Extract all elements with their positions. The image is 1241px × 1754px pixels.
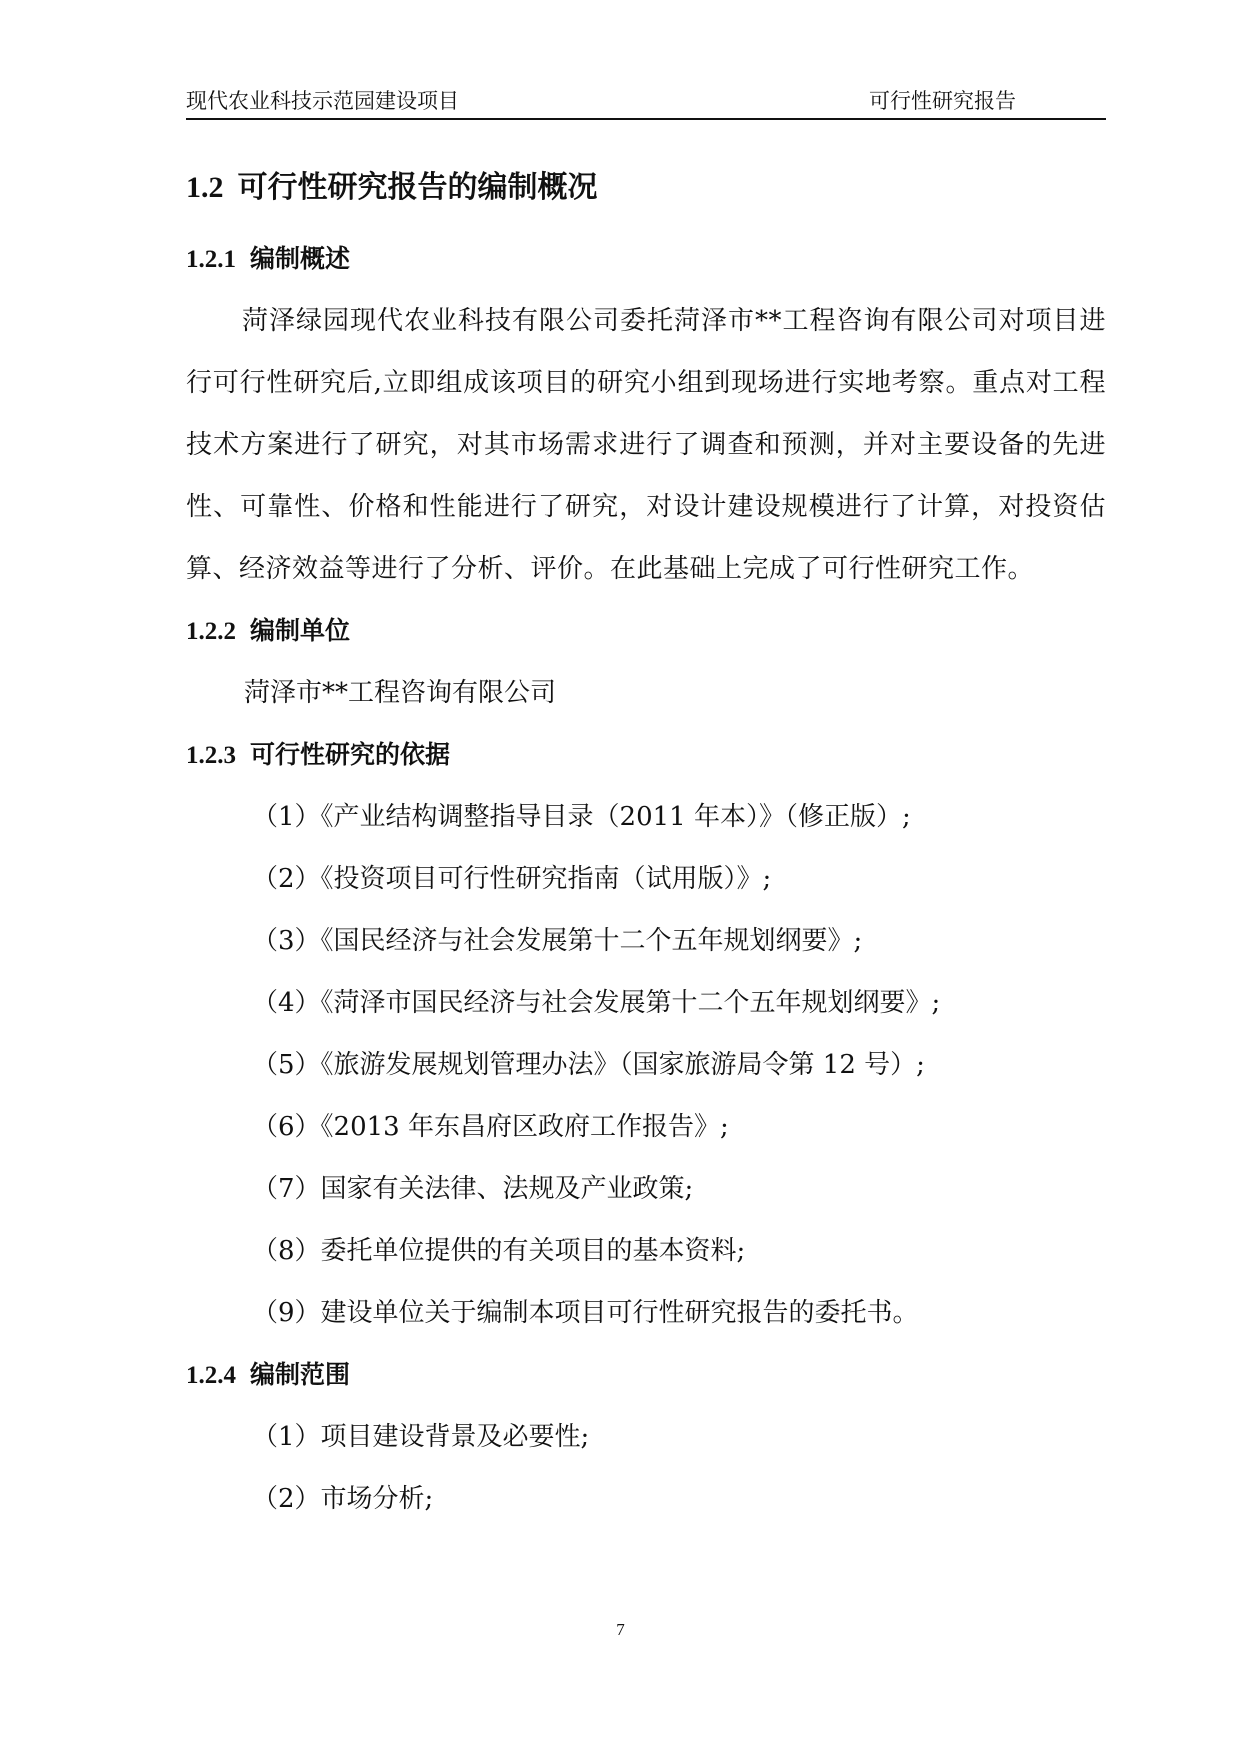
basis-item: （2）《投资项目可行性研究指南（试用版）》; (252, 864, 772, 894)
section-number: 1.2 (186, 171, 224, 204)
subsection-number: 1.2.3 (186, 742, 236, 769)
subsection-heading-basis (186, 724, 1106, 786)
basis-item: （4）《菏泽市国民经济与社会发展第十二个五年规划纲要》; (252, 988, 941, 1018)
scope-item: （2）市场分析; (252, 1484, 434, 1514)
subsection-number: 1.2.1 (186, 246, 236, 273)
basis-item: （3）《国民经济与社会发展第十二个五年规划纲要》; (252, 926, 863, 956)
header-report-title: 可行性研究报告 (869, 89, 1016, 113)
page-content (186, 160, 1106, 1530)
running-header (186, 88, 1106, 120)
compiling-unit-name: 菏泽市**工程咨询有限公司 (244, 678, 557, 708)
subsection-title: 编制单位 (250, 616, 351, 645)
page-number: 7 (616, 1620, 625, 1639)
subsection-number: 1.2.4 (186, 1362, 236, 1389)
subsection-title: 编制范围 (250, 1360, 351, 1389)
basis-item: （7）国家有关法律、法规及产业政策; (252, 1174, 694, 1204)
basis-item: （5）《旅游发展规划管理办法》（国家旅游局令第 12 号）; (252, 1050, 925, 1080)
subsection-heading-scope (186, 1344, 1106, 1406)
subsection-title: 编制概述 (250, 244, 351, 273)
subsection-heading-overview (186, 228, 1106, 290)
basis-item: （6）《2013 年东昌府区政府工作报告》; (252, 1112, 729, 1142)
header-project-title: 现代农业科技示范园建设项目 (186, 89, 459, 113)
overview-paragraph: 菏泽绿园现代农业科技有限公司委托菏泽市**工程咨询有限公司对项目进行可行性研究后,立即组成该项目的研究小组到现场进行实地考察。重点对工程技术方案进行了研究，对其市场需求进行了调查和预测，并对主要设备的先进性、可靠性、价格和性能进行了研究，对设计建设规模进行了计算，对投资估算、经济效益等进行了分析、评价。在此基础上完成了可行性研究工作。 (186, 306, 1106, 584)
subsection-title: 可行性研究的依据 (250, 740, 451, 769)
basis-item: （9）建设单位关于编制本项目可行性研究报告的委托书。 (252, 1298, 919, 1328)
section-heading (186, 160, 1106, 216)
basis-item: （1）《产业结构调整指导目录（2011 年本）》（修正版）; (252, 802, 911, 832)
scope-item: （1）项目建设背景及必要性; (252, 1422, 590, 1452)
subsection-number: 1.2.2 (186, 618, 236, 645)
subsection-heading-unit (186, 600, 1106, 662)
section-title: 可行性研究报告的编制概况 (237, 170, 598, 205)
basis-item: （8）委托单位提供的有关项目的基本资料; (252, 1236, 746, 1266)
